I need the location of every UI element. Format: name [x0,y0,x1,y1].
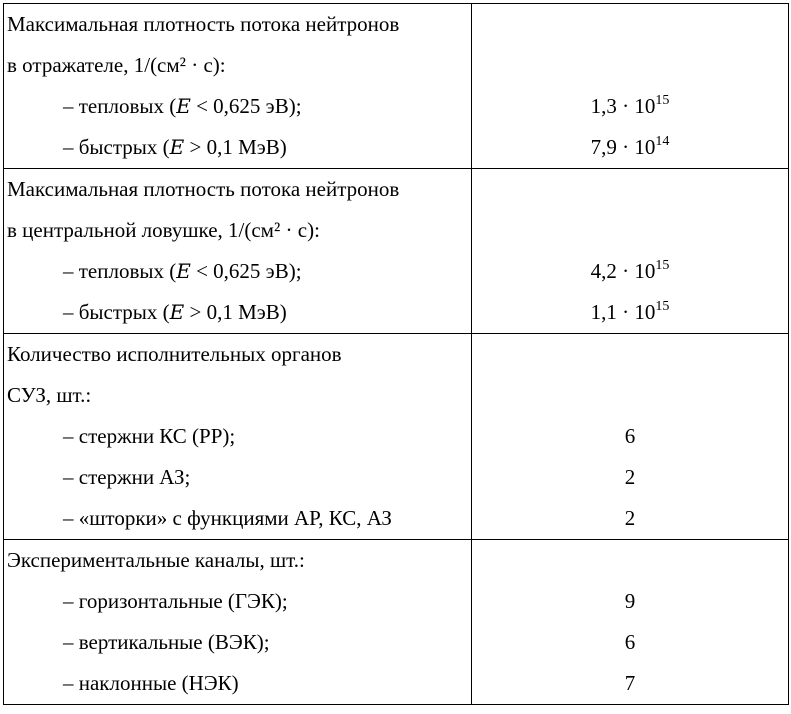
table-row [4,4,789,169]
list-item: – тепловых (E < 0,625 эВ); [63,259,302,283]
section-heading: в отражателе, 1/(см² · с): [7,53,226,77]
value: $7,9 \cdot 10^{14}$ [590,134,670,159]
parameter-cell [4,169,472,334]
table-row [4,540,789,705]
section-heading: СУЗ, шт.: [7,383,92,407]
value: $1,1 \cdot 10^{15}$ [590,299,670,324]
list-item: – стержни КС (РР); [63,424,236,448]
section-heading: Количество исполнительных органов [7,342,342,366]
list-item: – стержни АЗ; [63,465,191,489]
list-item: – быстрых (E > 0,1 МэВ) [63,135,287,159]
value: $1,3 \cdot 10^{15}$ [590,93,670,118]
list-item: – тепловых (E < 0,625 эВ); [63,94,302,118]
list-item: – быстрых (E > 0,1 МэВ) [63,300,287,324]
table-row [4,334,789,540]
value: 2 [624,465,636,489]
list-item: – наклонные (НЭК) [63,671,239,695]
list-item: – вертикальные (ВЭК); [63,630,270,654]
parameter-cell [4,4,472,169]
value: 7 [624,671,636,695]
section-heading: в центральной ловушке, 1/(см² · с): [7,218,320,242]
reactor-parameters-table [3,3,789,705]
value-cell [472,540,789,705]
value: 2 [624,506,636,530]
value-cell [472,169,789,334]
value-cell [472,4,789,169]
parameter-cell [4,540,472,705]
list-item: – горизонтальные (ГЭК); [63,589,288,613]
table-row [4,169,789,334]
value-cell [472,334,789,540]
value: 6 [624,630,636,654]
section-heading: Максимальная плотность потока нейтронов [7,177,400,201]
list-item: – «шторки» с функциями АР, КС, АЗ [63,506,392,530]
section-heading: Экспериментальные каналы, шт.: [7,548,305,572]
parameter-cell [4,334,472,540]
section-heading: Максимальная плотность потока нейтронов [7,12,400,36]
value: 6 [624,424,636,448]
value: 9 [624,589,636,613]
value: $4,2 \cdot 10^{15}$ [590,258,670,283]
